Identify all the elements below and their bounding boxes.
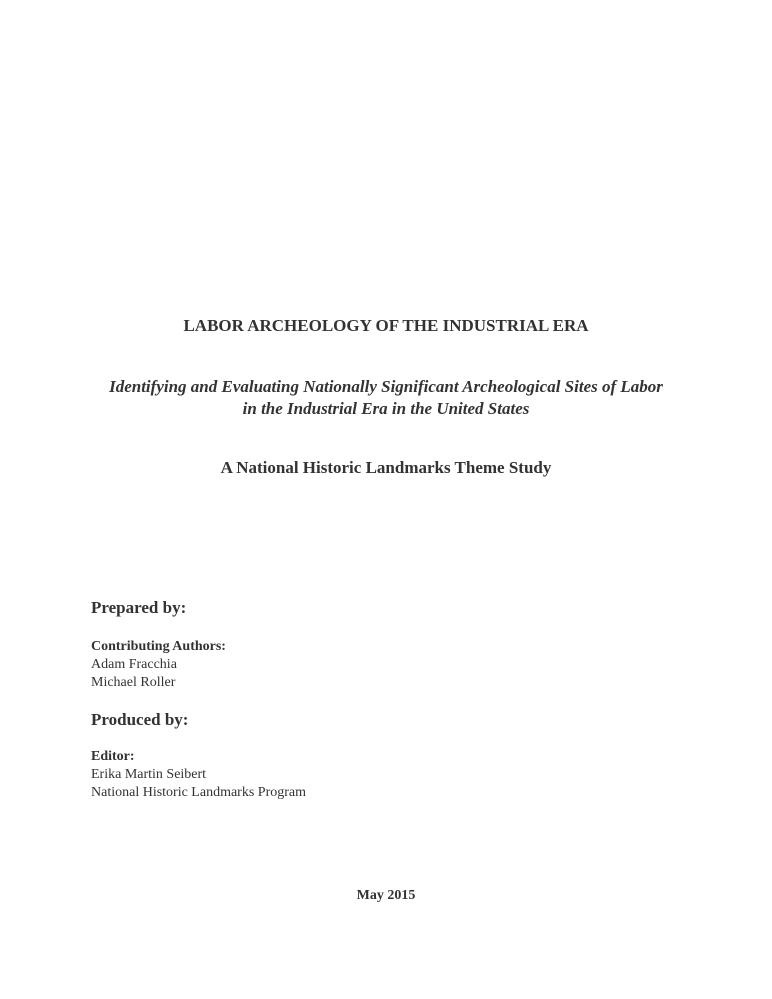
- subtitle-line-1: Identifying and Evaluating Nationally Significant Archeological Sites of Labor: [109, 377, 663, 396]
- program-name: National Historic Landmarks Program: [91, 785, 307, 800]
- publication-date: May 2015: [356, 888, 416, 903]
- produced-by-heading: Produced by:: [91, 710, 189, 729]
- document-title: LABOR ARCHEOLOGY OF THE INDUSTRIAL ERA: [183, 316, 589, 335]
- subtitle-line-2: in the Industrial Era in the United States: [242, 399, 530, 418]
- editor-label: Editor:: [91, 749, 135, 764]
- prepared-by-heading: Prepared by:: [91, 598, 187, 617]
- author-name: Michael Roller: [91, 675, 176, 690]
- theme-study-heading: A National Historic Landmarks Theme Study: [220, 458, 552, 477]
- author-name: Adam Fracchia: [91, 657, 177, 672]
- document-subtitle: [0, 376, 772, 420]
- contributing-authors-label: Contributing Authors:: [91, 639, 226, 654]
- editor-name: Erika Martin Seibert: [91, 767, 207, 782]
